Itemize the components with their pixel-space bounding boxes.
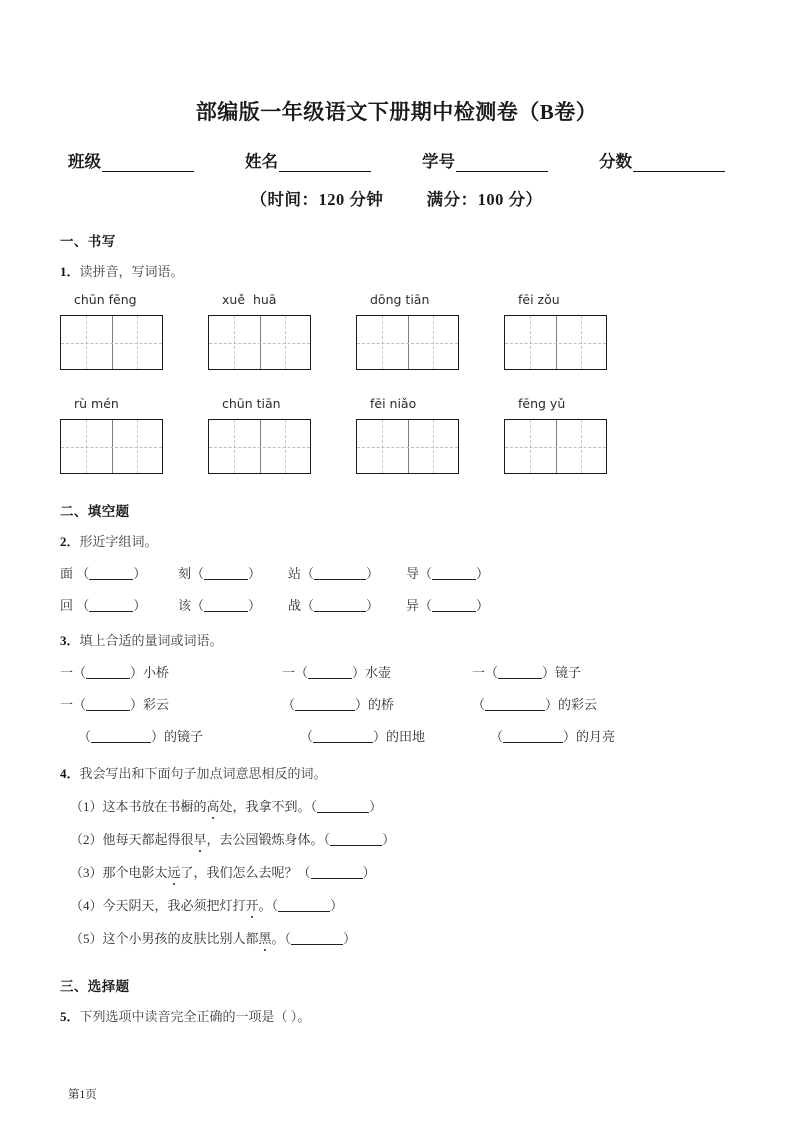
item-prefix: 一（: [472, 665, 499, 680]
sentence-tail: ）: [330, 898, 344, 913]
char-group-item: 刻（ ）: [178, 566, 262, 581]
char-label: 刻: [178, 566, 192, 581]
item-prefix: 一（: [60, 665, 87, 680]
char-group-item: 战（ ）: [288, 598, 380, 613]
pinyin-label: chūn tiān: [222, 396, 281, 411]
pinyin-row-1: [60, 292, 733, 307]
char-group-item: 站（ ）: [288, 566, 380, 581]
tianzige-box[interactable]: [356, 315, 459, 370]
tianzige-cell[interactable]: [208, 419, 356, 474]
answer-blank[interactable]: [204, 611, 248, 612]
emphasized-char: 远: [168, 862, 181, 881]
exam-time: （时间：120 分钟: [250, 190, 384, 209]
exam-meta: [60, 186, 733, 210]
item-prefix: （: [490, 729, 504, 744]
measure-word-item: [472, 662, 581, 681]
field-class-input[interactable]: [102, 157, 194, 172]
answer-blank[interactable]: [317, 812, 369, 813]
question-1-prompt: [60, 261, 733, 280]
item-suffix: ）的月亮: [563, 729, 616, 744]
char-label: 该: [178, 598, 192, 613]
question-4-item: [60, 862, 733, 881]
answer-blank[interactable]: [432, 579, 476, 580]
tianzige-cell[interactable]: [208, 315, 356, 370]
char-group-item: 异（ ）: [406, 598, 490, 613]
item-index: （2）: [70, 832, 103, 847]
question-1-number: 1．: [60, 264, 80, 279]
sentence-after: ，去公园锻炼身体。（: [206, 832, 331, 847]
student-info-row: [60, 148, 733, 172]
answer-blank[interactable]: [89, 611, 133, 612]
emphasized-char: 黑: [259, 928, 272, 947]
answer-blank[interactable]: [330, 845, 382, 846]
field-score-input[interactable]: [633, 157, 725, 172]
question-2-row-2: [60, 595, 733, 614]
question-4-prompt: [60, 763, 733, 782]
sentence-after: 。（: [271, 931, 292, 946]
tianzige-box[interactable]: [60, 419, 163, 474]
answer-blank[interactable]: [291, 944, 343, 945]
sentence-after: 。（: [258, 898, 279, 913]
item-suffix: ）镜子: [542, 665, 582, 680]
answer-blank[interactable]: [314, 579, 366, 580]
pinyin-label: fēi zǒu: [518, 292, 560, 307]
question-3-row-1: [60, 662, 733, 681]
answer-blank[interactable]: [503, 742, 563, 743]
sentence-tail: ）: [382, 832, 396, 847]
answer-blank[interactable]: [432, 611, 476, 612]
answer-blank[interactable]: [89, 579, 133, 580]
measure-word-item: [282, 694, 472, 713]
answer-blank[interactable]: [295, 710, 355, 711]
sentence-after: 了，我们怎么去呢？（: [180, 865, 311, 880]
answer-blank[interactable]: [204, 579, 248, 580]
question-4-item: [60, 796, 733, 815]
char-group-item: 导（ ）: [406, 566, 490, 581]
measure-word-item: [60, 694, 282, 713]
sentence-tail: ）: [369, 799, 383, 814]
tianzige-row-1: [60, 315, 733, 370]
sentence-before: 这本书放在书橱的: [102, 799, 207, 814]
answer-blank[interactable]: [498, 678, 542, 679]
char-label: 站: [288, 566, 302, 581]
measure-word-item: [300, 726, 490, 745]
emphasized-char: 开: [246, 895, 259, 914]
answer-blank[interactable]: [314, 611, 366, 612]
field-student-number-label: 学号: [422, 152, 455, 171]
sentence-after: 处，我拿不到。（: [219, 799, 318, 814]
page-footer: 第1页: [68, 1089, 97, 1101]
item-prefix: （: [282, 697, 296, 712]
tianzige-box[interactable]: [504, 315, 607, 370]
question-4-item: [60, 895, 733, 914]
tianzige-box[interactable]: [208, 419, 311, 474]
measure-word-item: [472, 694, 597, 713]
question-3-text: 填上合适的量词或词语。: [79, 633, 223, 648]
char-group-item: 该（ ）: [178, 598, 262, 613]
question-4-item: [60, 928, 733, 947]
pinyin-label: fēi niǎo: [370, 396, 417, 411]
question-3-number: 3．: [60, 633, 80, 648]
question-5-text: 下列选项中读音完全正确的一项是（ ）。: [79, 1009, 311, 1024]
item-suffix: ）的镜子: [151, 729, 204, 744]
question-2-number: 2．: [60, 534, 80, 549]
sentence-before: 那个电影太: [102, 865, 168, 880]
answer-blank[interactable]: [485, 710, 545, 711]
char-label: 回: [60, 598, 74, 613]
question-5-prompt: [60, 1006, 733, 1025]
tianzige-cell[interactable]: [60, 315, 208, 370]
item-index: （5）: [70, 931, 103, 946]
item-index: （3）: [70, 865, 103, 880]
item-index: （4）: [70, 898, 103, 913]
field-score: [599, 148, 725, 172]
tianzige-box[interactable]: [504, 419, 607, 474]
question-3-row-2: [60, 694, 733, 713]
tianzige-row-2: [60, 419, 733, 474]
question-2-prompt: [60, 531, 733, 550]
answer-blank[interactable]: [308, 678, 352, 679]
section-heading-3: 三、选择题: [60, 979, 130, 994]
question-4-item: [60, 829, 733, 848]
writing-grid-block-2: [60, 396, 733, 474]
answer-blank[interactable]: [313, 742, 373, 743]
field-class: [68, 148, 194, 172]
question-2-row-1: [60, 563, 733, 582]
item-suffix: ）水壶: [352, 665, 392, 680]
tianzige-cell[interactable]: [504, 419, 652, 474]
tianzige-cell[interactable]: [60, 419, 208, 474]
field-class-label: 班级: [68, 152, 101, 171]
pinyin-label: chūn fēng: [74, 292, 137, 307]
item-suffix: ）的彩云: [545, 697, 598, 712]
item-prefix: 一（: [60, 697, 87, 712]
item-suffix: ）彩云: [130, 697, 170, 712]
tianzige-box[interactable]: [356, 419, 459, 474]
item-suffix: ）小桥: [130, 665, 170, 680]
char-label: 异: [406, 598, 420, 613]
measure-word-item: [490, 726, 615, 745]
pinyin-label: dōng tiān: [370, 292, 430, 307]
tianzige-box[interactable]: [208, 315, 311, 370]
field-student-number-input[interactable]: [456, 157, 548, 172]
question-4-text: 我会写出和下面句子加点词意思相反的词。: [79, 766, 327, 781]
tianzige-box[interactable]: [60, 315, 163, 370]
answer-blank[interactable]: [278, 911, 330, 912]
exam-full-score: 满分：100 分）: [426, 190, 543, 209]
pinyin-row-2: [60, 396, 733, 411]
pinyin-label: fēng yǔ: [518, 396, 566, 411]
emphasized-char: 高: [207, 796, 220, 815]
item-prefix: （: [300, 729, 314, 744]
pinyin-label: rù mén: [74, 396, 119, 411]
question-1-text: 读拼音，写词语。: [79, 264, 184, 279]
emphasized-char: 早: [194, 829, 207, 848]
char-group-item: 面 （ ）: [60, 566, 147, 581]
answer-blank[interactable]: [311, 878, 363, 879]
sentence-before: 今天阴天，我必须把灯打: [102, 898, 246, 913]
pinyin-label: xuě huā: [222, 292, 277, 307]
answer-blank[interactable]: [86, 678, 130, 679]
field-name-label: 姓名: [245, 152, 278, 171]
question-3-prompt: [60, 630, 733, 649]
field-name-input[interactable]: [279, 157, 371, 172]
char-label: 战: [288, 598, 302, 613]
tianzige-cell[interactable]: [356, 315, 504, 370]
sentence-before: 这个小男孩的皮肤比别人都: [102, 931, 259, 946]
sentence-tail: ）: [343, 931, 357, 946]
item-prefix: 一（: [282, 665, 309, 680]
char-label: 导: [406, 566, 420, 581]
char-label: 面: [60, 566, 74, 581]
answer-blank[interactable]: [86, 710, 130, 711]
item-suffix: ）的田地: [373, 729, 426, 744]
section-heading-1: 一、书写: [60, 234, 116, 249]
sentence-before: 他每天都起得很: [102, 832, 194, 847]
answer-blank[interactable]: [91, 742, 151, 743]
measure-word-item: [60, 662, 282, 681]
question-3-row-3: [60, 726, 733, 745]
item-index: （1）: [70, 799, 103, 814]
field-student-number: [422, 148, 548, 172]
field-score-label: 分数: [599, 152, 632, 171]
sentence-tail: ）: [362, 865, 376, 880]
item-suffix: ）的桥: [355, 697, 395, 712]
item-prefix: （: [78, 729, 92, 744]
item-prefix: （: [472, 697, 486, 712]
tianzige-cell[interactable]: [356, 419, 504, 474]
char-group-item: 回 （ ）: [60, 598, 147, 613]
section-heading-2: 二、填空题: [60, 504, 130, 519]
measure-word-item: [60, 726, 300, 745]
measure-word-item: [282, 662, 472, 681]
question-2-text: 形近字组词。: [79, 534, 158, 549]
field-name: [245, 148, 371, 172]
question-4-number: 4．: [60, 766, 80, 781]
tianzige-cell[interactable]: [504, 315, 652, 370]
page-title: 部编版一年级语文下册期中检测卷（B卷）: [195, 100, 598, 124]
writing-grid-block-1: [60, 292, 733, 370]
question-5-number: 5．: [60, 1009, 80, 1024]
